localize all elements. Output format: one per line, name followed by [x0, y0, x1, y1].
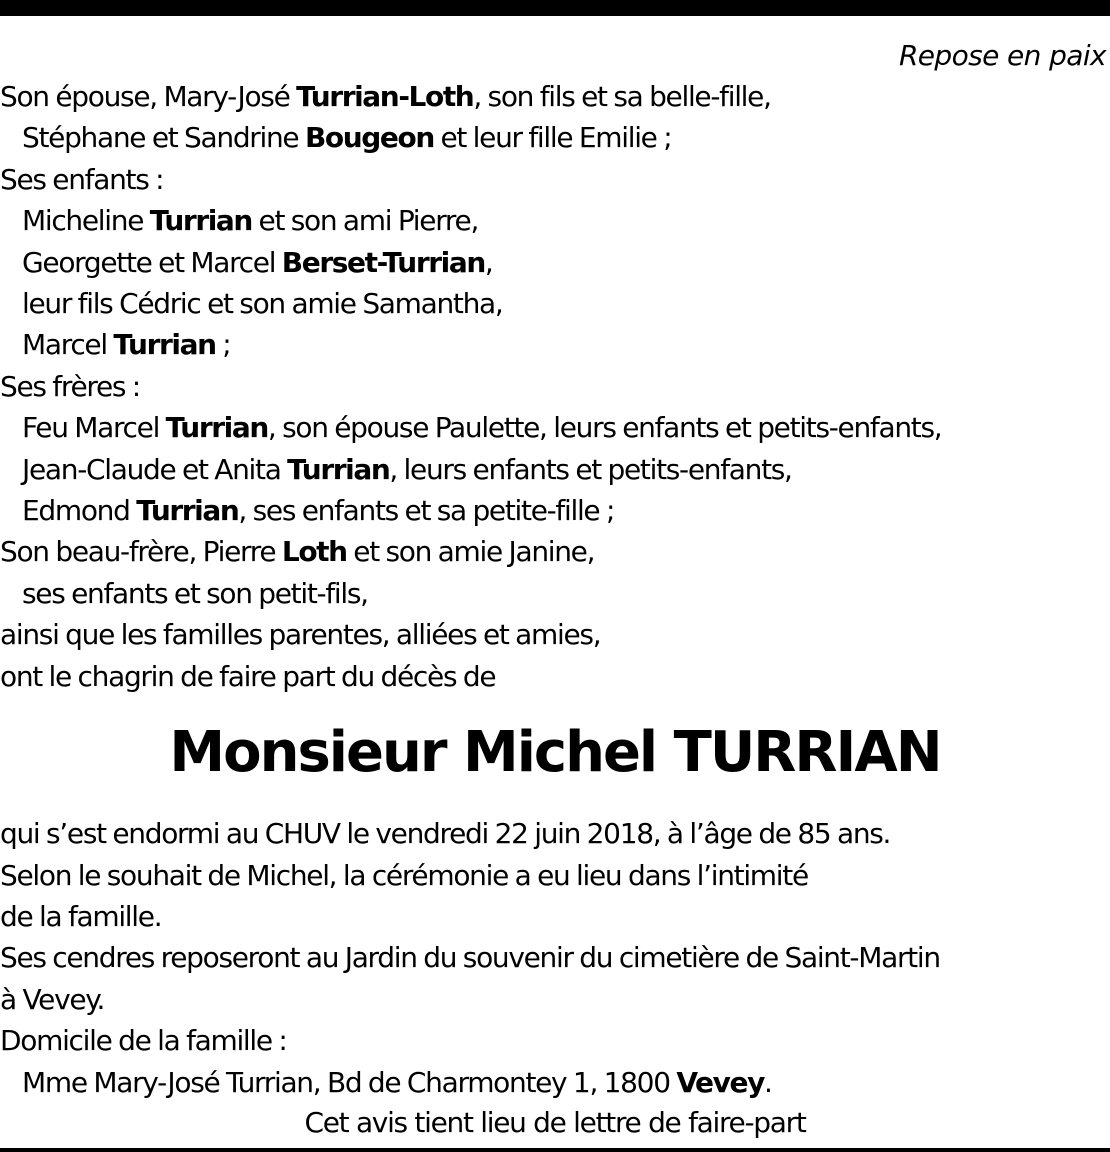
family-line: ont le chagrin de faire part du décès de: [0, 659, 496, 693]
bottom-rule: [0, 1148, 1110, 1152]
text: Feu Marcel: [22, 411, 166, 445]
surname: Berset-Turrian: [281, 245, 485, 279]
details-line: de la famille.: [0, 899, 162, 933]
motto: Repose en paix: [898, 39, 1106, 72]
family-line: [0, 490, 1110, 531]
text: .: [763, 1065, 772, 1099]
address-line: [0, 1062, 1110, 1103]
text: Son beau-frère, Pierre: [0, 535, 282, 569]
family-line: Ses enfants :: [0, 162, 164, 196]
family-line: [0, 76, 1110, 117]
text: Marcel: [22, 328, 114, 362]
family-line: [0, 117, 1110, 158]
text: Jean-Claude et Anita: [22, 452, 288, 486]
top-rule: [0, 0, 1110, 16]
text: Edmond: [22, 494, 137, 528]
text: , son fils et sa belle-fille,: [473, 80, 771, 113]
text: Micheline: [22, 204, 150, 238]
family-line: [0, 407, 1110, 448]
details-line: Domicile de la famille :: [0, 1024, 287, 1058]
text: et son ami Pierre,: [251, 204, 479, 238]
family-line: [0, 449, 1110, 490]
family-line: ainsi que les familles parentes, alliées et amies,: [0, 618, 601, 652]
text: Georgette et Marcel: [22, 245, 282, 279]
text: , leurs enfants et petits-enfants,: [389, 452, 792, 486]
family-line: [0, 242, 1110, 283]
surname: Turrian: [287, 452, 390, 486]
text: Son épouse, Mary-José: [0, 80, 297, 113]
family-line: Ses frères :: [0, 369, 140, 403]
surname: Turrian: [165, 411, 268, 445]
family-line: [0, 531, 1110, 572]
surname: Bougeon: [304, 121, 434, 155]
family-line: ses enfants et son petit-fils,: [22, 576, 368, 610]
surname: Turrian: [149, 204, 252, 238]
details-line: Ses cendres reposeront au Jardin du souvenir du cimetière de Saint-Martin: [0, 941, 940, 975]
text: Mme Mary-José Turrian, Bd de Charmontey 1, 1800: [22, 1065, 677, 1099]
deceased-name: Monsieur Michel TURRIAN: [169, 720, 941, 786]
town: Vevey: [676, 1065, 764, 1099]
details-line: à Vevey.: [0, 982, 105, 1016]
family-line: [0, 200, 1110, 241]
text: Stéphane et Sandrine: [22, 121, 305, 155]
text: , son épouse Paulette, leurs enfants et petits-enfants,: [267, 411, 942, 445]
details-line: qui s’est endormi au CHUV le vendredi 22 juin 2018, à l’âge de 85 ans.: [0, 817, 891, 851]
text: et leur fille Emilie ;: [433, 121, 672, 155]
surname: Loth: [281, 535, 347, 569]
details-line: Selon le souhait de Michel, la cérémonie a eu lieu dans l’intimité: [0, 858, 808, 892]
family-line: [0, 324, 1110, 365]
surname: Turrian-Loth: [296, 80, 474, 113]
text: ,: [484, 245, 493, 279]
text: ;: [215, 328, 231, 362]
text: , ses enfants et sa petite-fille ;: [238, 494, 615, 528]
death-notice: [0, 36, 1110, 1143]
surname: Turrian: [113, 328, 216, 362]
closing-note: Cet avis tient lieu de lettre de faire-part: [304, 1105, 806, 1139]
text: et son amie Janine,: [346, 535, 595, 569]
surname: Turrian: [136, 494, 239, 528]
family-line: leur fils Cédric et son amie Samantha,: [22, 287, 503, 321]
